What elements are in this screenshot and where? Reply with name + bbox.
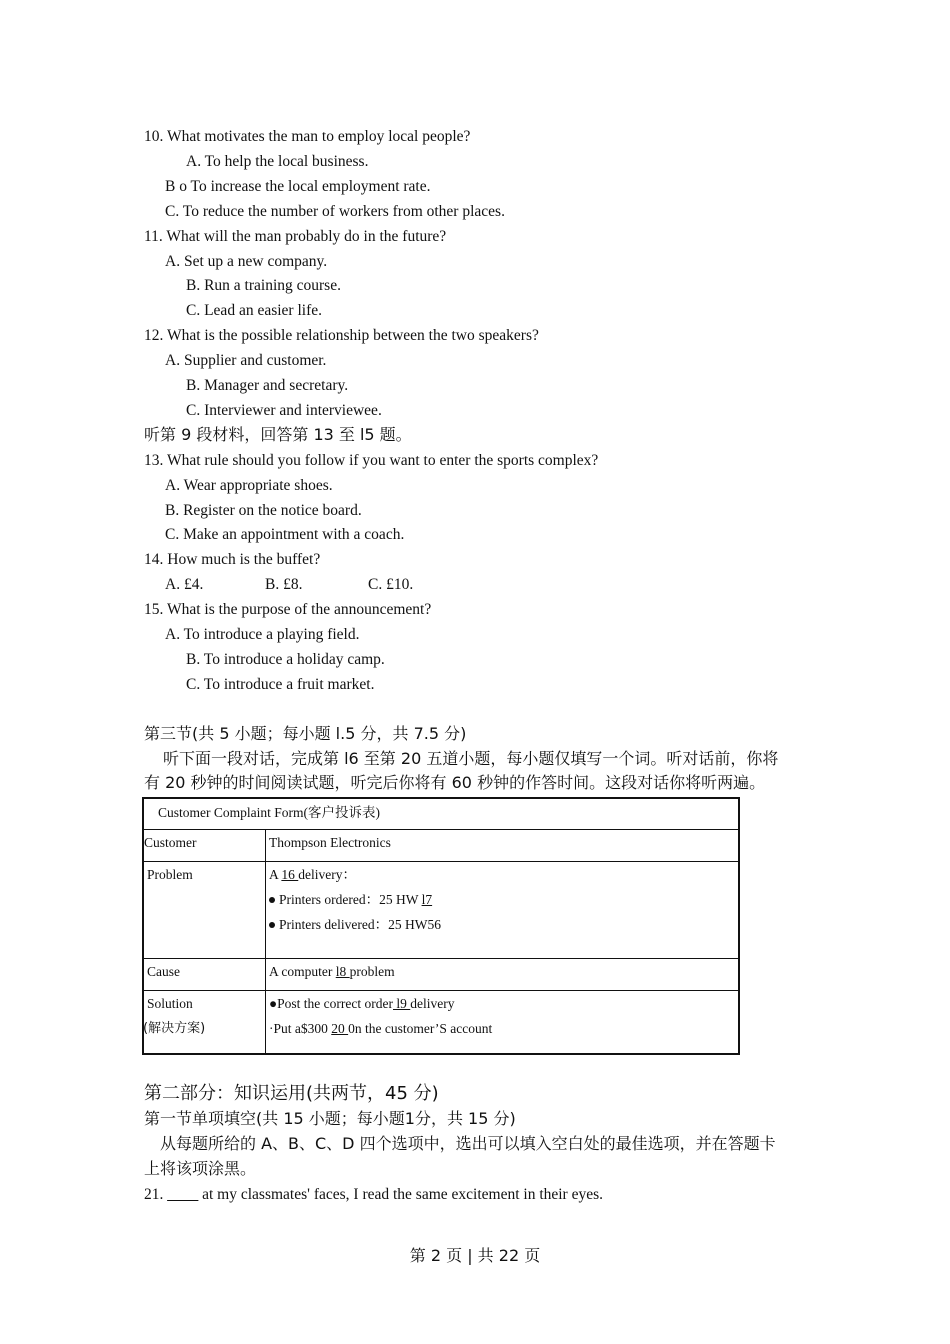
part3-title: 第三节(共 5 小题；每小题 l.5 分，共 7.5 分)	[144, 724, 467, 743]
q14-option-b: B. £8.	[265, 576, 303, 593]
q11-option-c: C. Lead an easier life.	[186, 302, 322, 319]
q13-option-a: A. Wear appropriate shoes.	[165, 477, 333, 494]
part2-instruction-1: 从每题所给的 A、B、C、D 四个选项中，选出可以填入空白处的最佳选项，并在答题卡	[160, 1134, 776, 1153]
complaint-form-table	[142, 797, 740, 1055]
solution-label: Solution (解决方案)	[143, 990, 266, 1054]
blank-19: l9	[393, 995, 411, 1011]
q10-option-a: A. To help the local business.	[186, 153, 369, 170]
part3-instruction-1: 听下面一段对话，完成第 l6 至第 20 五道小题，每小题仅填写一个词。听对话前，你将	[163, 749, 779, 768]
q15-option-b: B. To introduce a holiday camp.	[186, 651, 385, 668]
q14-option-c: C. £10.	[368, 576, 414, 593]
cause-content: A computer l8 problem	[266, 958, 740, 990]
bullet-icon	[269, 897, 275, 903]
customer-value: Thompson Electronics	[266, 829, 740, 861]
part2-subtitle: 第一节单项填空(共 15 小题；每小题1分，共 15 分)	[144, 1109, 516, 1128]
q11-option-b: B. Run a training course.	[186, 277, 341, 294]
q10-option-c: C. To reduce the number of workers from other places.	[165, 203, 505, 220]
part2-title: 第二部分：知识运用(共两节，45 分)	[144, 1083, 439, 1104]
q12-option-c: C. Interviewer and interviewee.	[186, 402, 382, 419]
part3-instruction-2: 有 20 秒钟的时间阅读试题，听完后你将有 60 秒钟的作答时间。这段对话你将听两遍。	[144, 773, 766, 792]
blank-17: l7	[421, 891, 433, 907]
bullet-icon	[269, 922, 275, 928]
page-footer: 第 2 页 | 共 22 页	[409, 1246, 541, 1265]
blank-16: 16	[281, 866, 299, 882]
solution-content: ●Post the correct order l9 delivery ·Put a$300 20 0n the customer’S account	[266, 990, 740, 1054]
q13-option-b: B. Register on the notice board.	[165, 502, 362, 519]
q12-stem: 12. What is the possible relationship between the two speakers?	[144, 327, 539, 344]
q15-stem: 15. What is the purpose of the announcement?	[144, 601, 432, 618]
q12-option-a: A. Supplier and customer.	[165, 352, 327, 369]
part2-instruction-2: 上将该项涂黑。	[144, 1159, 257, 1178]
form-title: Customer Complaint Form(客户投诉表)	[143, 798, 739, 829]
q15-option-a: A. To introduce a playing field.	[165, 626, 360, 643]
q21-stem: 21. ____ at my classmates' faces, I read the same excitement in their eyes.	[144, 1186, 604, 1203]
blank-18: l8	[335, 963, 350, 979]
q12-option-b: B. Manager and secretary.	[186, 377, 349, 394]
q10-option-b: B o To increase the local employment rate.	[165, 178, 431, 195]
customer-label: Customer	[143, 829, 266, 861]
section9-heading: 听第 9 段材料，回答第 13 至 l5 题。	[144, 425, 412, 444]
q15-option-c: C. To introduce a fruit market.	[186, 676, 375, 693]
q14-stem: 14. How much is the buffet?	[144, 551, 321, 568]
problem-content: A 16 delivery： Printers ordered：25 HW l7 Printers delivered：25 HW56	[266, 861, 740, 958]
q11-stem: 11. What will the man probably do in the future?	[144, 228, 447, 245]
q11-option-a: A. Set up a new company.	[165, 253, 328, 270]
cause-label: Cause	[143, 958, 266, 990]
q13-stem: 13. What rule should you follow if you want to enter the sports complex?	[144, 452, 599, 469]
problem-label: Problem	[143, 861, 266, 958]
q14-option-a: A. £4.	[165, 576, 204, 593]
q21-blank: ____	[167, 1186, 199, 1203]
q13-option-c: C. Make an appointment with a coach.	[165, 526, 405, 543]
blank-20: 20	[331, 1020, 349, 1036]
q10-stem: 10. What motivates the man to employ local people?	[144, 128, 471, 145]
